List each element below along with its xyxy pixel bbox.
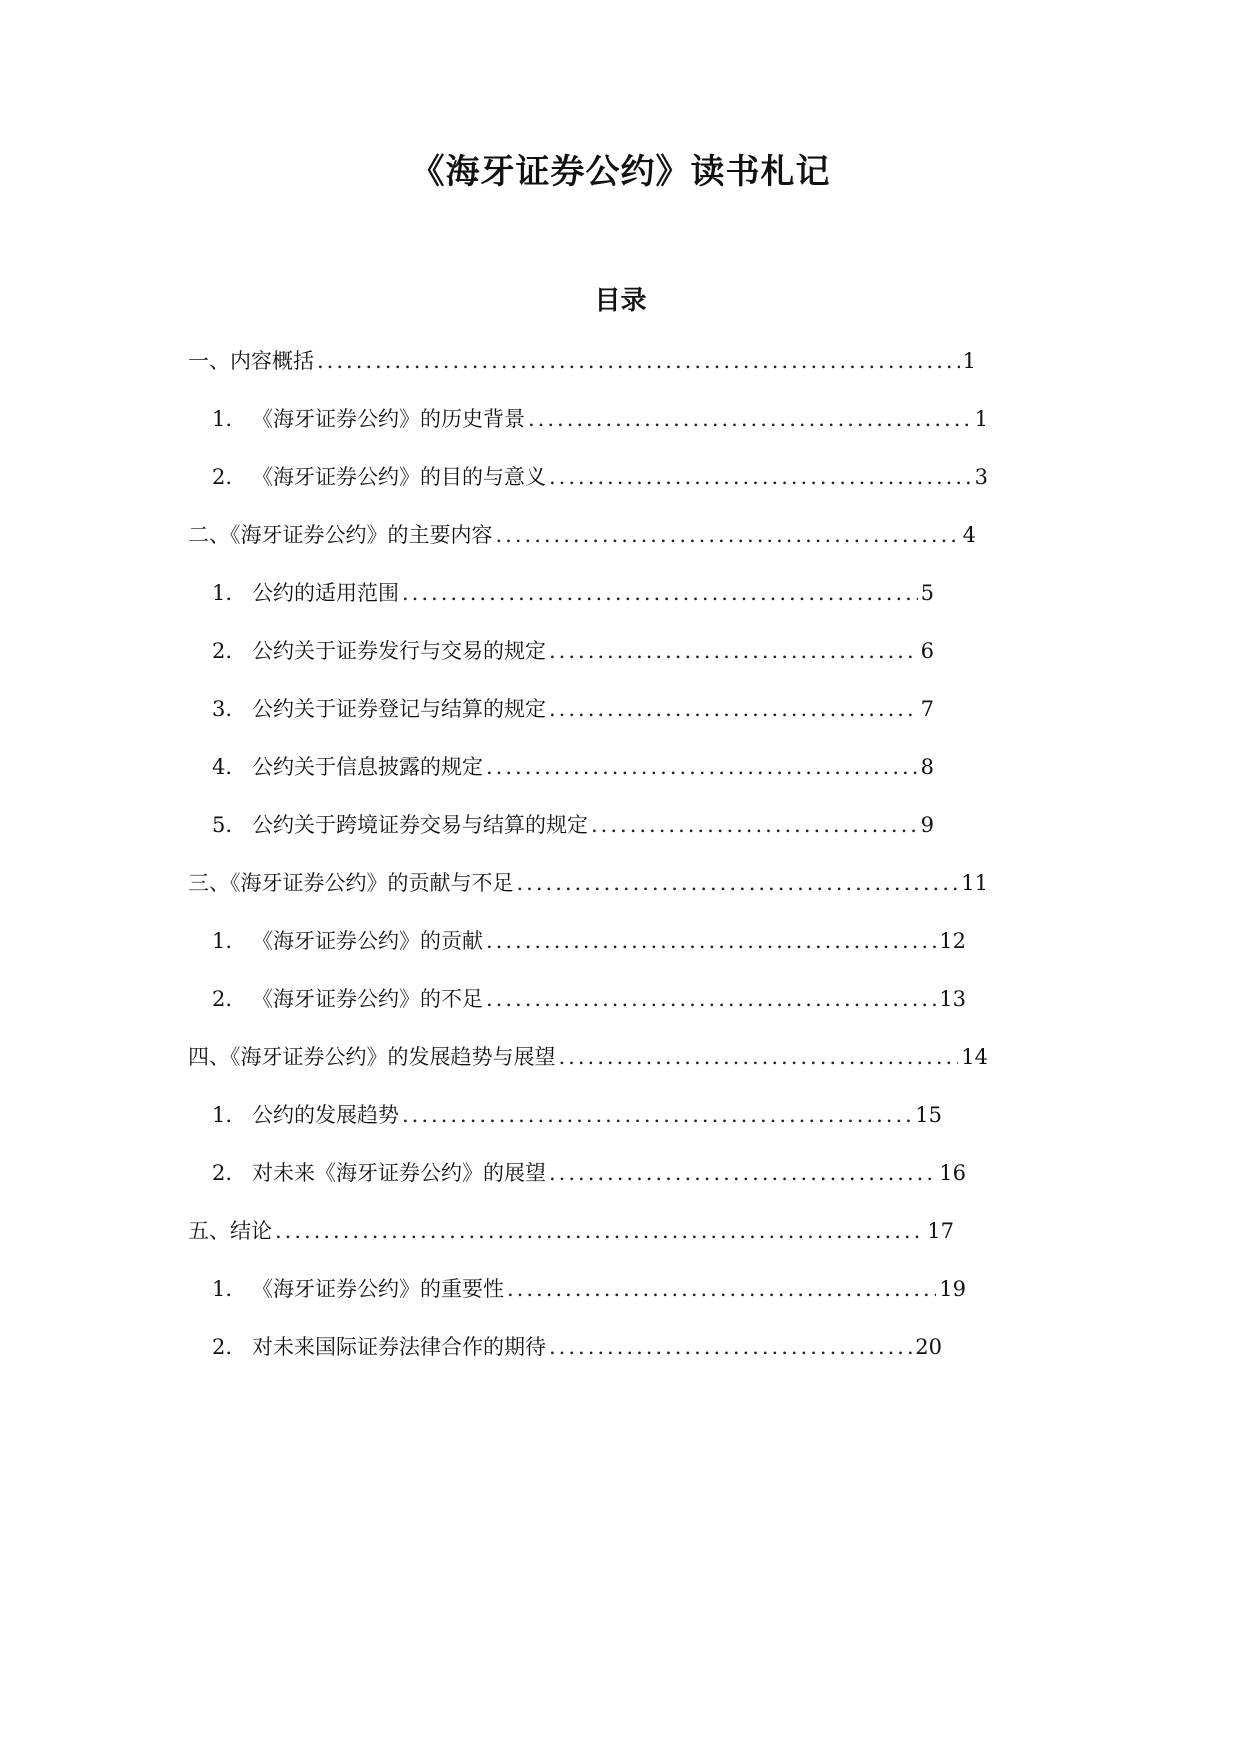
toc-page-number: 5	[920, 581, 934, 605]
toc-entry-text: 四、《海牙证券公约》的发展趋势与展望	[188, 1045, 556, 1069]
toc-entry-text: 公约关于证券发行与交易的规定	[252, 639, 546, 663]
toc-dot-leader	[549, 462, 972, 492]
toc-dot-leader	[549, 1158, 936, 1188]
toc-entry-text: 公约关于跨境证券交易与结算的规定	[252, 813, 588, 837]
toc-entry-text: 二、《海牙证券公约》的主要内容	[188, 523, 493, 547]
toc-entry-number: 3.	[212, 697, 233, 721]
toc-entry-subsection[interactable]	[212, 636, 934, 666]
toc-dot-leader	[507, 1274, 936, 1304]
toc-entry-text: 公约的发展趋势	[252, 1103, 399, 1127]
toc-entry-text: 三、《海牙证券公约》的贡献与不足	[188, 871, 514, 895]
toc-entry-section-5[interactable]	[188, 1216, 954, 1246]
toc-entry-number: 2.	[212, 1161, 233, 1185]
toc-entry-text: 五、结论	[188, 1219, 272, 1243]
toc-entry-number: 1.	[212, 1103, 233, 1127]
toc-page-number: 1	[974, 407, 988, 431]
toc-dot-leader	[275, 1216, 924, 1246]
toc-dot-leader	[317, 346, 960, 376]
toc-entry-number: 1.	[212, 581, 233, 605]
toc-entry-text: 《海牙证券公约》的重要性	[252, 1277, 504, 1301]
toc-entry-section-1[interactable]	[188, 346, 976, 376]
toc-dot-leader	[517, 868, 959, 898]
toc-page-number: 3	[974, 465, 988, 489]
toc-page-number: 11	[961, 871, 988, 895]
toc-page-number: 4	[962, 523, 976, 547]
toc-dot-leader	[549, 694, 918, 724]
toc-entry-section-3[interactable]	[188, 868, 988, 898]
toc-dot-leader	[559, 1042, 959, 1072]
toc-entry-subsection[interactable]	[212, 1274, 966, 1304]
toc-entry-text: 一、内容概括	[188, 349, 314, 373]
toc-entry-number: 1.	[212, 1277, 233, 1301]
toc-entry-number: 4.	[212, 755, 233, 779]
toc-dot-leader	[496, 520, 960, 550]
toc-dot-leader	[591, 810, 918, 840]
toc-page-number: 12	[939, 929, 966, 953]
toc-entry-text: 公约关于信息披露的规定	[252, 755, 483, 779]
toc-dot-leader	[402, 1100, 912, 1130]
toc-page-number: 14	[961, 1045, 988, 1069]
toc-entry-subsection[interactable]	[212, 404, 988, 434]
toc-entry-text: 《海牙证券公约》的不足	[252, 987, 483, 1011]
toc-entry-subsection[interactable]	[212, 1100, 942, 1130]
toc-entry-section-2[interactable]	[188, 520, 976, 550]
toc-page-number: 6	[920, 639, 934, 663]
toc-dot-leader	[486, 926, 936, 956]
toc-entry-subsection[interactable]	[212, 926, 966, 956]
toc-entry-subsection[interactable]	[212, 462, 988, 492]
toc-dot-leader	[486, 752, 918, 782]
toc-page-number: 1	[962, 349, 976, 373]
toc-entry-text: 对未来《海牙证券公约》的展望	[252, 1161, 546, 1185]
toc-dot-leader	[549, 636, 918, 666]
toc-entry-number: 2.	[212, 1335, 233, 1359]
toc-page-number: 13	[939, 987, 966, 1011]
toc-page-number: 20	[915, 1335, 942, 1359]
toc-entry-text: 《海牙证券公约》的目的与意义	[252, 465, 546, 489]
document-title: 《海牙证券公约》读书札记	[410, 152, 831, 192]
toc-page-number: 17	[927, 1219, 954, 1243]
toc-entry-number: 2.	[212, 465, 233, 489]
toc-dot-leader	[549, 1332, 912, 1362]
toc-entry-subsection[interactable]	[212, 694, 934, 724]
toc-entry-number: 5.	[212, 813, 233, 837]
toc-entry-number: 2.	[212, 639, 233, 663]
toc-page-number: 16	[939, 1161, 966, 1185]
toc-entry-text: 《海牙证券公约》的贡献	[252, 929, 483, 953]
toc-entry-number: 2.	[212, 987, 233, 1011]
toc-dot-leader	[528, 404, 972, 434]
toc-entry-text: 《海牙证券公约》的历史背景	[252, 407, 525, 431]
toc-entry-text: 公约的适用范围	[252, 581, 399, 605]
toc-entry-text: 公约关于证券登记与结算的规定	[252, 697, 546, 721]
toc-entry-text: 对未来国际证券法律合作的期待	[252, 1335, 546, 1359]
toc-page-number: 15	[915, 1103, 942, 1127]
toc-entry-subsection[interactable]	[212, 1158, 966, 1188]
toc-entry-subsection[interactable]	[212, 578, 934, 608]
toc-page-number: 8	[920, 755, 934, 779]
toc-dot-leader	[486, 984, 936, 1014]
toc-entry-subsection[interactable]	[212, 810, 934, 840]
toc-entry-subsection[interactable]	[212, 984, 966, 1014]
toc-entry-section-4[interactable]	[188, 1042, 988, 1072]
toc-heading: 目录	[594, 286, 647, 316]
toc-page-number: 7	[920, 697, 934, 721]
toc-entry-subsection[interactable]	[212, 752, 934, 782]
toc-entry-number: 1.	[212, 929, 233, 953]
toc-page-number: 19	[939, 1277, 966, 1301]
toc-page-number: 9	[920, 813, 934, 837]
toc-entry-number: 1.	[212, 407, 233, 431]
toc-entry-subsection[interactable]	[212, 1332, 942, 1362]
toc-dot-leader	[402, 578, 918, 608]
